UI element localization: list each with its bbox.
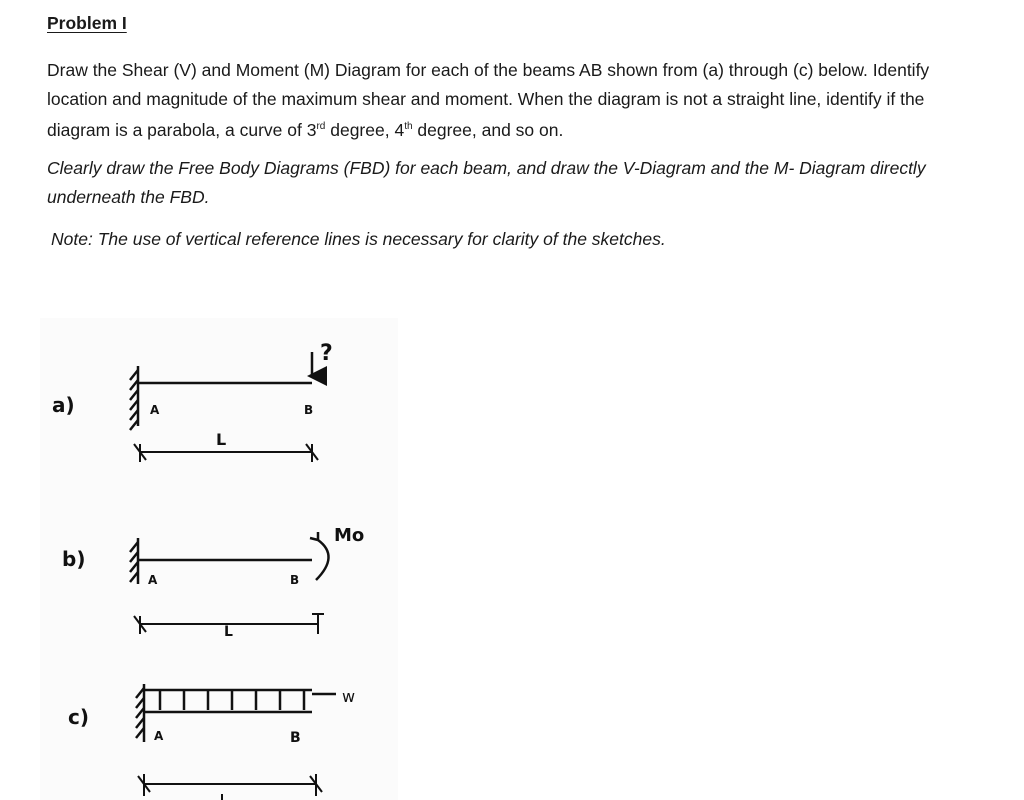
length-label-a: L bbox=[216, 430, 227, 449]
point-load-label: ? bbox=[320, 341, 333, 366]
fixed-support-a bbox=[130, 366, 138, 430]
superscript-th: th bbox=[404, 121, 413, 132]
beam-c-end-b: B bbox=[290, 730, 301, 746]
fixed-support-b bbox=[130, 538, 138, 584]
figure-b bbox=[62, 525, 364, 640]
moment-label: Mo bbox=[334, 525, 365, 546]
figure-c bbox=[68, 684, 355, 800]
fixed-support-c bbox=[136, 684, 144, 742]
instructions-text-1: Draw the Shear (V) and Moment (M) Diagram for each of the beams AB shown from (a) through (c) below. Identify location and magnitude of the maximum shear and moment. When the diagram is not a straight line, identify if the diagram is a parabola, a curve of 3 bbox=[47, 60, 930, 140]
instructions-text-2: degree, 4 bbox=[325, 120, 405, 140]
dimension-c bbox=[138, 774, 322, 800]
figure-a bbox=[52, 341, 333, 462]
figure-c-label: c) bbox=[68, 705, 89, 729]
beam-a-end-b: B bbox=[304, 403, 314, 417]
beam-b-end-a: A bbox=[148, 573, 158, 587]
load-label-w: w bbox=[342, 687, 356, 706]
instructions-text-3: degree, and so on. bbox=[412, 120, 564, 140]
moment-arrowhead bbox=[310, 532, 318, 540]
beam-a-end-a: A bbox=[150, 403, 160, 417]
problem-title: Problem I bbox=[47, 13, 127, 33]
superscript-rd: rd bbox=[316, 121, 326, 132]
distributed-load bbox=[144, 690, 336, 710]
figure-a-label: a) bbox=[52, 393, 75, 417]
figure-b-label: b) bbox=[62, 547, 86, 571]
fbd-instructions: Clearly draw the Free Body Diagrams (FBD) for each beam, and draw the V-Diagram and the M- Diagram directly underneath the FBD. bbox=[47, 158, 926, 207]
beam-c-end-a: A bbox=[154, 729, 164, 743]
note-text: Note: The use of vertical reference lines is necessary for clarity of the sketches. bbox=[51, 229, 666, 249]
length-label-b: L bbox=[224, 624, 233, 640]
moment-curve bbox=[316, 540, 329, 580]
beam-b-end-b: B bbox=[290, 573, 300, 587]
